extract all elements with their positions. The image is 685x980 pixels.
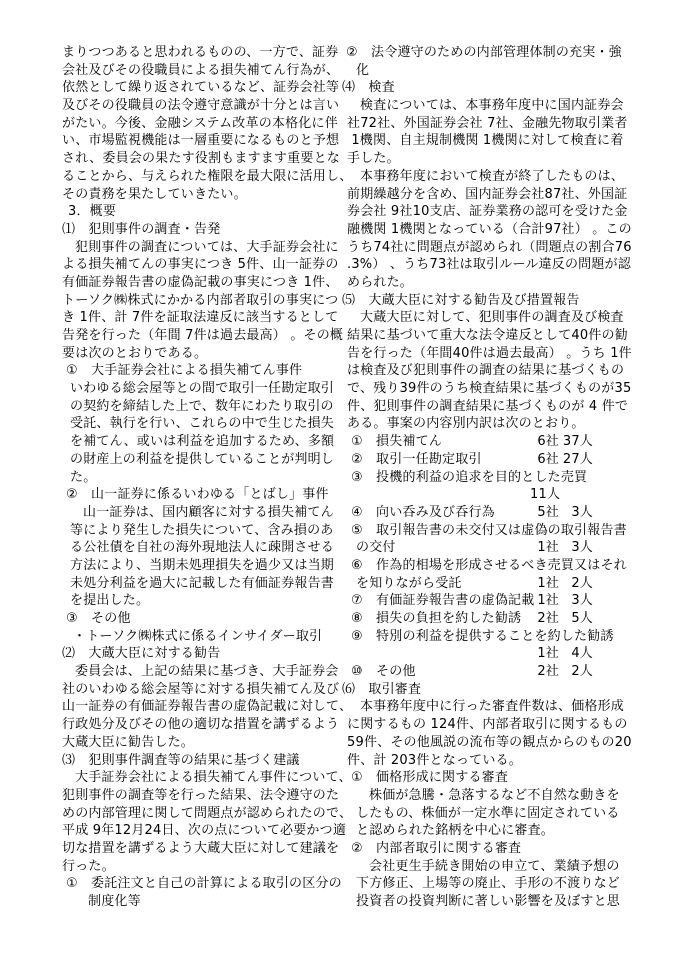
text-line [342, 44, 654, 62]
text-run: き 1件、計 7件を証取法違反に該当するとして [62, 310, 339, 326]
text-run: ⑷ 検査 [342, 80, 395, 96]
text-run: 3．概要 [68, 204, 117, 220]
text-run: と認められた銘柄を中心に審査。 [356, 823, 555, 839]
text-line [342, 663, 654, 681]
person-count: 3人 [571, 540, 593, 556]
text-line [342, 132, 654, 150]
text-line [62, 132, 351, 150]
text-line [62, 769, 351, 787]
text-line [62, 840, 351, 858]
text-line [62, 504, 351, 522]
text-line [62, 327, 351, 345]
text-line [342, 115, 654, 133]
text-run: ① 委託注文と自己の計算による取引の区分の [66, 876, 342, 892]
person-count: 2人 [571, 664, 593, 680]
text-run: 59件、その他風説の流布等の観点からのもの20 [347, 734, 632, 750]
text-line [342, 592, 654, 610]
text-run: の財産上の利益を提供していることが判明し [70, 451, 335, 467]
text-line [62, 787, 351, 805]
person-count: 3人 [571, 504, 593, 520]
text-run: 11人 [530, 487, 561, 503]
company-count: 1社 [537, 540, 559, 556]
text-run: 大蔵大臣に対して、犯則事件の調査及び検査 [360, 310, 624, 326]
text-line [62, 415, 351, 433]
text-line [62, 681, 351, 699]
text-line [62, 79, 351, 97]
text-run: いわゆる総会屋等との間で取引一任勘定取引 [70, 381, 335, 397]
text-run: に関するもの 124件、内部者取引に関するもの [347, 717, 628, 733]
text-run: 犯則事件の調査については、大手証券会社に [75, 239, 339, 255]
text-run: 手した。 [347, 151, 400, 167]
text-line [62, 150, 351, 168]
text-line [62, 256, 351, 274]
text-run: ② 取引一任勘定取引 [351, 451, 482, 467]
text-line [62, 752, 351, 770]
text-run: ② 法令遵守のための内部管理体制の充実・強 [346, 45, 622, 60]
text-line [342, 628, 654, 646]
text-line [62, 486, 351, 504]
text-run: うち74社に問題点が認められ（問題点の割合76 [347, 239, 632, 255]
text-run: 委員会は、上記の結果に基づき、大手証券会 [75, 664, 339, 680]
text-run: を知りながら受託 [356, 575, 462, 591]
text-line [62, 645, 351, 663]
text-run: 平成 9年12月24日、次の点について必要かつ適 [62, 823, 347, 839]
text-line [342, 875, 654, 893]
text-run: 及びその役職員の法令遵守意識が十分とは言い [62, 98, 340, 114]
text-line [342, 716, 654, 734]
text-run: 社のいわゆる総会屋等に対する損失補てん及び [62, 681, 340, 697]
person-count: 37人 [562, 434, 593, 450]
text-line [342, 504, 654, 522]
text-line [62, 557, 351, 575]
text-line [342, 415, 654, 433]
text-run: められた。 [347, 274, 414, 290]
text-run: 受託、執行を行い、これらの中で生じた損失 [70, 416, 335, 432]
text-line [342, 858, 654, 876]
text-run: の契約を締結した上で、数年にわたり取引の [70, 398, 334, 414]
text-run: 件、計 203件となっている。 [347, 752, 522, 768]
text-line [62, 168, 351, 186]
text-run: 大蔵大臣に勧告した。 [62, 734, 195, 750]
text-run: ることから、与えられた権限を最大限に活用し、 [62, 168, 353, 184]
text-run: ① 価格形成に関する審査 [351, 770, 509, 786]
stat-counts [493, 539, 593, 557]
text-run: 制度化等 [88, 894, 141, 909]
text-line [62, 97, 351, 115]
text-line [342, 79, 654, 97]
text-run: ① 大手証券会社による損失補てん事件 [66, 363, 303, 379]
company-count: 6社 [537, 451, 559, 467]
stat-counts [493, 592, 593, 610]
text-line [342, 327, 654, 345]
text-line [342, 769, 654, 787]
text-run: 切な措置を講ずるよう大蔵大臣に対して建議を [62, 840, 340, 856]
text-line [62, 893, 351, 911]
text-run: がたい。今後、金融システム改革の本格化に伴 [62, 115, 338, 131]
text-run: 1機関、自主規制機関 1機関に対して検査に着 [347, 133, 624, 149]
text-line [62, 44, 351, 62]
text-line [62, 274, 351, 292]
text-line [342, 734, 654, 752]
company-count: 1社 [537, 646, 559, 662]
text-line [342, 309, 654, 327]
text-line [62, 592, 351, 610]
text-run: まりつつあると思われるものの、一方で、証券 [62, 45, 339, 60]
text-run: 依然として繰り返されているなど、証券会社等 [62, 80, 340, 96]
text-run: ある。事案の内容別内訳は次のとおり。 [347, 416, 585, 432]
text-line [342, 822, 654, 840]
text-run: めの内部管理に関して問題点が認められたので、 [62, 805, 353, 821]
text-run: 化 [356, 62, 370, 78]
text-run: ④ 向い呑み及び呑行為 [351, 504, 495, 520]
text-line [342, 486, 654, 504]
text-run: 犯則事件の調査等を行った結果、法令遵守のた [62, 787, 340, 803]
text-line [342, 62, 654, 80]
company-count: 1社 [537, 575, 559, 591]
text-line [62, 858, 351, 876]
text-run: ⑸ 大蔵大臣に対する勧告及び措置報告 [342, 292, 580, 308]
text-run: 等により発生した損失について、含み損のあ [70, 522, 334, 538]
stat-counts [493, 645, 593, 663]
text-line [62, 239, 351, 257]
text-run: 行政処分及びその他の適切な措置を講ずるよう [62, 717, 340, 733]
text-run: その責務を果たしていきたい。 [62, 186, 247, 202]
company-count: 2社 [537, 664, 559, 680]
text-line [342, 150, 654, 168]
text-run: ⑩ その他 [351, 664, 416, 680]
text-run: の交付 [356, 540, 396, 556]
text-line [62, 522, 351, 540]
text-run: 方法により、当期未処理損失を過少又は当期 [70, 557, 335, 573]
text-line [342, 345, 654, 363]
text-line [62, 822, 351, 840]
text-line [62, 698, 351, 716]
text-run: 結果に基づいて重大な法令違反として40件の勧 [347, 328, 628, 343]
text-line [62, 716, 351, 734]
stat-counts [493, 504, 593, 522]
text-line [342, 221, 654, 239]
text-run: 融機関 1機関となっている（合計97社） 。この [347, 221, 632, 237]
text-line [62, 663, 351, 681]
person-count: 5人 [571, 611, 593, 626]
text-line [62, 309, 351, 327]
text-line [342, 698, 654, 716]
text-line [342, 433, 654, 451]
text-run: 本事務年度中に行った審査件数は、価格形成 [360, 699, 625, 715]
text-run: 株価が急騰・急落するなど不自然な動きを [369, 787, 620, 803]
text-line [342, 451, 654, 469]
text-run: ⑤ 取引報告書の未交付又は虚偽の取引報告書 [351, 522, 627, 538]
stat-counts [493, 575, 593, 593]
text-run: ⑵ 大蔵大臣に対する勧告 [62, 646, 221, 662]
text-line [62, 875, 351, 893]
text-line [62, 805, 351, 823]
text-line [342, 362, 654, 380]
text-line [342, 610, 654, 628]
company-count: 1社 [537, 593, 559, 609]
text-line [342, 398, 654, 416]
text-run: 山一証券は、国内顧客に対する損失補てん [83, 504, 334, 520]
text-line [62, 292, 351, 310]
person-count: 27人 [562, 451, 593, 467]
text-run: 行った。 [62, 858, 115, 874]
text-line [342, 522, 654, 540]
text-line [62, 62, 351, 80]
text-run: 社72社、外国証券会社 7社、金融先物取引業者 [347, 115, 628, 131]
person-count: 2人 [571, 575, 593, 591]
text-run: トーソク㈱株式にかかる内部者取引の事実につ [62, 292, 339, 308]
text-run: を提出した。 [70, 593, 150, 609]
text-run: 会社及びその役職員による損失補てん行為が、 [62, 62, 340, 78]
right-column [342, 44, 654, 911]
text-line [62, 575, 351, 593]
text-run: よる損失補てんの事実につき 5件、山一証券の [62, 257, 339, 273]
text-run: ⑶ 犯則事件調査等の結果に基づく建議 [62, 752, 300, 768]
text-line [342, 97, 654, 115]
text-run: 大手証券会社による損失補てん事件について、 [75, 770, 352, 786]
text-line [342, 752, 654, 770]
text-line [342, 292, 654, 310]
text-run: ⑦ 有価証券報告書の虚偽記載 [351, 593, 535, 609]
text-line [62, 539, 351, 557]
text-line [342, 893, 654, 911]
text-run: ① 損失補てん [351, 434, 443, 450]
text-line [342, 203, 654, 221]
text-run: 山一証券の有価証券報告書の虚偽記載に対して、 [62, 699, 353, 715]
text-line [342, 840, 654, 858]
person-count: 3人 [571, 593, 593, 609]
text-run: 告を行った（年間40件は過去最高） 。うち 1件 [347, 345, 632, 361]
text-line [62, 186, 351, 204]
text-run: 下方修正、上場等の廃止、手形の不渡りなど [356, 876, 621, 892]
text-run: た。 [70, 469, 97, 485]
text-run: ⑴ 犯則事件の調査・告発 [62, 221, 221, 237]
text-line [62, 115, 351, 133]
text-run: で、残り39件のうち検査結果に基づくものが35 [347, 381, 632, 397]
text-line [342, 168, 654, 186]
text-line [342, 539, 654, 557]
text-run: 告発を行った（年間 7件は過去最高） 。その概 [62, 328, 344, 343]
text-run: ② 内部者取引に関する審査 [351, 840, 522, 856]
text-run: ② 山一証券に係るいわゆる「とばし」事件 [66, 487, 329, 503]
text-line [62, 203, 351, 221]
text-run: 要は次のとおりである。 [62, 345, 208, 361]
text-line [342, 186, 654, 204]
text-run: は検査及び犯則事件の調査の結果に基づくもの [347, 363, 625, 379]
text-run: い、市場監視機能は一層重要になるものと予想 [62, 133, 340, 149]
text-line [62, 433, 351, 451]
text-line [342, 557, 654, 575]
text-line [62, 380, 351, 398]
text-line [62, 734, 351, 752]
text-line [342, 681, 654, 699]
text-line [342, 256, 654, 274]
text-run: 検査については、本事務年度中に国内証券会 [360, 98, 624, 114]
text-line [62, 362, 351, 380]
text-line [62, 221, 351, 239]
text-line [62, 469, 351, 487]
stat-counts [493, 610, 593, 628]
company-count: 6社 [537, 434, 559, 450]
text-run: る公社債を自社の海外現地法人に疎開させる [70, 540, 335, 556]
text-line [342, 787, 654, 805]
text-line [62, 345, 351, 363]
text-run: され、委員会の果たす役割もますます重要とな [62, 151, 340, 167]
text-run: 件、犯則事件の調査結果に基づくものが 4 件で [347, 398, 629, 414]
person-count: 4人 [571, 646, 593, 662]
text-line [342, 239, 654, 257]
text-line [342, 645, 654, 663]
text-line [342, 805, 654, 823]
text-run: 前期繰越分を含め、国内証券会社87社、外国証 [347, 186, 628, 202]
company-count: 5社 [537, 504, 559, 520]
text-run: ・トーソク㈱株式に係るインサイダー取引 [73, 628, 323, 644]
text-line [342, 380, 654, 398]
text-run: 未処分利益を過大に記載した有価証券報告書 [70, 575, 335, 591]
stat-counts [493, 663, 593, 681]
text-line [342, 575, 654, 593]
text-line [62, 451, 351, 469]
text-run: 本事務年度において検査が終了したものは、 [360, 168, 625, 184]
left-column [62, 44, 351, 911]
text-line [62, 610, 351, 628]
text-run: ③ 投機的利益の追求を目的とした売買 [351, 469, 588, 485]
text-run: .3%） 、うち73社は取引ルール違反の問題が認 [347, 257, 631, 273]
text-run: ⑧ 損失の負担を約した勧誘 [351, 611, 522, 626]
text-run: ③ その他 [66, 611, 131, 626]
stat-counts [493, 433, 593, 451]
text-line [342, 469, 654, 487]
stat-counts [493, 451, 593, 469]
text-run: 券会社 9社10支店、証券業務の認可を受けた金 [347, 204, 628, 220]
text-run: 会社更生手続き開始の申立て、業績予想の [369, 858, 620, 874]
text-line [62, 628, 351, 646]
text-run: したもの、株価が一定水準に固定されている [356, 805, 620, 821]
text-run: 有価証券報告書の虚偽記載の事実につき 1件、 [62, 274, 339, 290]
text-line [62, 398, 351, 416]
text-run: ⑥ 作為的相場を形成させるべき売買又はそれ [351, 557, 627, 573]
company-count: 2社 [537, 611, 559, 626]
text-run: ⑹ 取引審査 [342, 681, 422, 697]
text-run: ⑨ 特別の利益を提供することを約した勧誘 [351, 628, 614, 644]
text-run: 投資者の投資判断に著しい影響を及ぼすと思 [356, 894, 621, 909]
text-line [342, 274, 654, 292]
text-run: を補てん、或いは利益を追加するため、多額 [70, 434, 335, 450]
